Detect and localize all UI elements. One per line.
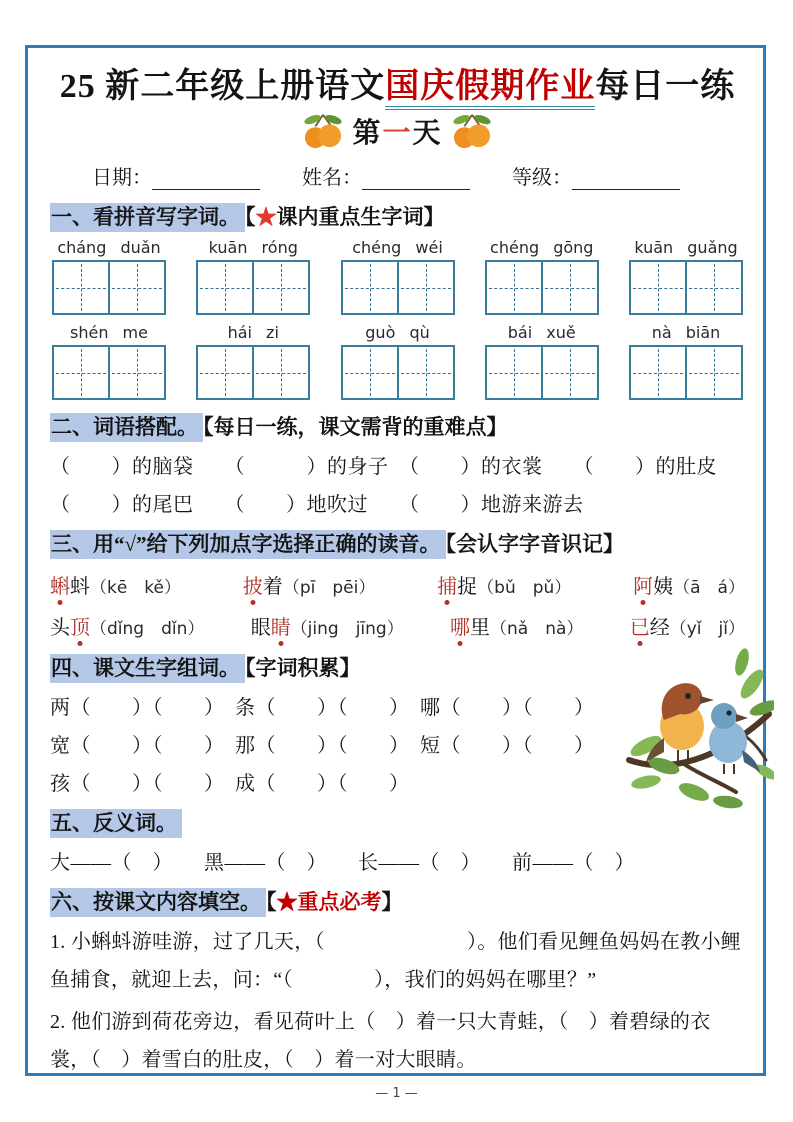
pinyin-writing-block	[341, 323, 455, 400]
section-4-heading	[50, 652, 745, 682]
day-post: 天	[412, 118, 443, 149]
page-title	[50, 58, 745, 107]
dotted-character: 捕	[437, 576, 458, 598]
dotted-character: 阿	[633, 576, 654, 598]
dotted-character: 顶	[70, 617, 90, 639]
pinyin-writing-block	[485, 238, 599, 315]
dotted-character: 蝌	[50, 576, 70, 598]
pinyin-options: （yǐ jǐ）	[669, 619, 745, 639]
section-6-title: 六、按课文内容填空。	[50, 888, 266, 917]
phonetic-item: 蝌蚪（kē kě）	[50, 576, 182, 598]
info-row	[92, 161, 745, 190]
matching-line: （ ）的脑袋 （ ）的身子 （ ）的衣裳 （ ）的肚皮	[50, 456, 717, 478]
dotted-character: 哪	[450, 617, 471, 639]
pinyin-label: shén me	[70, 323, 148, 342]
pinyin-label: hái zi	[227, 323, 279, 342]
pinyin-writing-block	[629, 238, 743, 315]
pinyin-options: （kē kě）	[90, 578, 182, 598]
grid-cell	[54, 262, 108, 313]
section-5-title: 五、反义词。	[50, 809, 182, 838]
pinyin-writing-block	[629, 323, 743, 400]
pinyin-writing-block	[196, 238, 310, 315]
phonetic-item: 头顶（dǐng dǐn）	[50, 617, 205, 639]
word-building-line: 孩（ ）（ ） 成（ ）（ ）	[50, 773, 410, 795]
writing-grid	[629, 260, 743, 315]
pinyin-writing-block	[341, 238, 455, 315]
phonetic-item: 哪里（nǎ nà）	[450, 617, 584, 639]
name-blank	[362, 167, 470, 190]
phonetic-item: 阿姨（ā á）	[633, 576, 745, 598]
pinyin-grid-row-2	[52, 323, 743, 400]
key-exam-tag: ★重点必考	[276, 890, 382, 914]
word-building-line: 两（ ）（ ） 条（ ）（ ） 哪（ ）（ ）	[50, 697, 595, 719]
date-blank	[152, 167, 260, 190]
grade-blank	[572, 167, 680, 190]
tangerine-icon	[451, 112, 493, 150]
section-3-title: 三、用“√”给下列加点字选择正确的读音。	[50, 530, 446, 559]
grid-cell	[685, 347, 741, 398]
phonetic-row-2	[50, 611, 745, 640]
grid-cell	[108, 347, 164, 398]
pinyin-label: kuān guǎng	[634, 238, 738, 257]
pinyin-label: guò qù	[365, 323, 430, 342]
grade-field	[512, 161, 680, 190]
writing-grid	[341, 260, 455, 315]
name-field	[302, 161, 470, 190]
pinyin-options: （jing jīng）	[290, 619, 404, 639]
phonetic-item: 披着（pī pēi）	[242, 576, 376, 598]
grid-cell	[631, 347, 685, 398]
pinyin-options: （ā á）	[673, 578, 745, 598]
date-field	[92, 161, 260, 190]
grid-cell	[252, 347, 308, 398]
matching-line: （ ）的尾巴 （ ）地吹过 （ ）地游来游去	[50, 494, 584, 516]
pinyin-label: bái xuě	[507, 323, 576, 342]
pinyin-options: （nǎ nà）	[490, 619, 584, 639]
writing-grid	[485, 260, 599, 315]
title-highlight: 国庆假期作业	[385, 68, 595, 110]
section-2-title: 二、词语搭配。	[50, 413, 203, 442]
pinyin-writing-block	[52, 238, 166, 315]
writing-grid	[52, 260, 166, 315]
section-4-tag: 【字词积累】	[245, 656, 361, 680]
pinyin-label: chéng wéi	[352, 238, 443, 257]
section-2-tag: 【每日一练，课文需背的重难点】	[203, 415, 508, 439]
section-1-heading	[50, 201, 745, 231]
dotted-character: 披	[242, 576, 263, 598]
phonetic-item: 捕捉（bǔ pǔ）	[437, 576, 572, 598]
fill-in-paragraph: 1. 小蝌蚪游哇游，过了几天，（ ）。他们看见鲤鱼妈妈在教小鲤鱼捕食，就迎上去，问：“（ ），我们的妈妈在哪里？”	[50, 931, 742, 991]
day-banner	[50, 111, 745, 151]
writing-grid	[341, 345, 455, 400]
grid-cell	[108, 262, 164, 313]
writing-grid	[629, 345, 743, 400]
pinyin-writing-block	[52, 323, 166, 400]
grid-cell	[397, 347, 453, 398]
pinyin-options: （bǔ pǔ）	[477, 578, 572, 598]
pinyin-label: chéng gōng	[490, 238, 594, 257]
pinyin-label: cháng duǎn	[57, 238, 161, 257]
grid-cell	[541, 262, 597, 313]
title-suffix: 每日一练	[595, 68, 736, 105]
name-label: 姓名：	[302, 167, 362, 189]
writing-grid	[196, 345, 310, 400]
writing-grid	[52, 345, 166, 400]
day-number: 一	[382, 118, 413, 149]
word-building-line: 宽（ ）（ ） 那（ ）（ ） 短（ ）（ ）	[50, 735, 595, 757]
pinyin-grid-row-1	[52, 238, 743, 315]
grid-cell	[198, 262, 252, 313]
grid-cell	[343, 347, 397, 398]
section-6-tag: 【★重点必考】	[266, 890, 403, 914]
day-label	[352, 111, 442, 151]
writing-grid	[485, 345, 599, 400]
section-2-heading	[50, 411, 745, 441]
section-6-heading	[50, 886, 745, 916]
section-3-tag: 【会认字字音识记】	[445, 532, 625, 556]
grid-cell	[685, 262, 741, 313]
phonetic-row-1	[50, 570, 745, 599]
pinyin-options: （pī pēi）	[282, 578, 376, 598]
dotted-character: 睛	[270, 617, 291, 639]
antonym-line: 大——（ ） 黑——（ ） 长——（ ） 前——（ ）	[50, 852, 635, 874]
dotted-character: 已	[629, 617, 650, 639]
grid-cell	[397, 262, 453, 313]
grid-cell	[487, 262, 541, 313]
grid-cell	[343, 262, 397, 313]
phonetic-item: 已经（yǐ jǐ）	[629, 617, 745, 639]
grid-cell	[54, 347, 108, 398]
pinyin-writing-block	[196, 323, 310, 400]
section-4-title: 四、课文生字组词。	[50, 654, 245, 683]
star-icon: ★	[255, 205, 277, 229]
section-5-heading	[50, 807, 745, 837]
grade-label: 等级：	[512, 167, 572, 189]
grid-cell	[541, 347, 597, 398]
grid-cell	[252, 262, 308, 313]
section-1-title: 一、看拼音写字词。	[50, 203, 245, 232]
writing-grid	[196, 260, 310, 315]
phonetic-item: 眼睛（jing jīng）	[250, 617, 404, 639]
date-label: 日期：	[92, 167, 152, 189]
title-prefix: 25 新二年级上册语文	[59, 68, 386, 105]
grid-cell	[487, 347, 541, 398]
page-number: — 1 —	[375, 1086, 418, 1101]
tangerine-icon	[302, 112, 344, 150]
section-1-tag: 【★课内重点生字词】	[245, 205, 445, 229]
pinyin-label: nà biān	[651, 323, 721, 342]
day-pre: 第	[352, 118, 383, 149]
grid-cell	[631, 262, 685, 313]
pinyin-label: kuān róng	[208, 238, 298, 257]
pinyin-writing-block	[485, 323, 599, 400]
section-3-heading	[50, 528, 745, 558]
page-border-frame	[25, 45, 766, 1076]
fill-in-paragraph: 2. 他们游到荷花旁边，看见荷叶上（ ）着一只大青蛙，（ ）着碧绿的衣裳，（ ）着雪白的肚皮，（ ）着一对大眼睛。	[50, 1011, 711, 1071]
grid-cell	[198, 347, 252, 398]
pinyin-options: （dǐng dǐn）	[90, 619, 205, 639]
